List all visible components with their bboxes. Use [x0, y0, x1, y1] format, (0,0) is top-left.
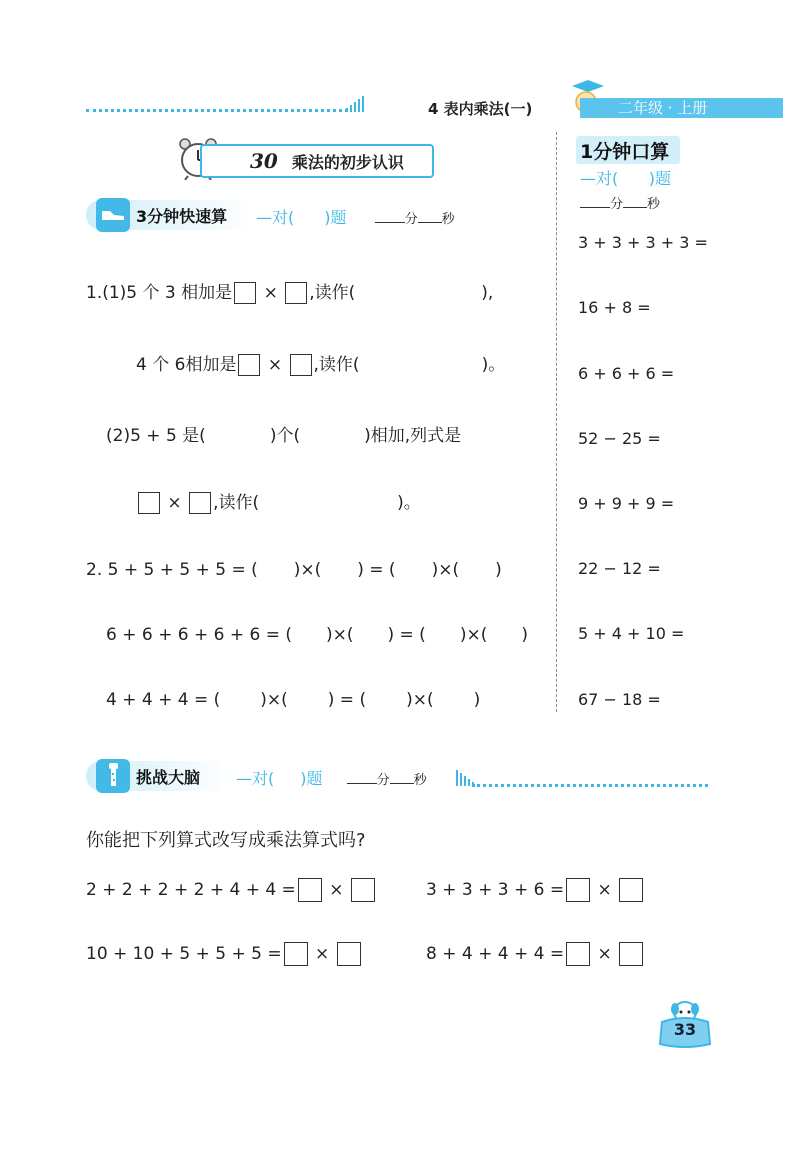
chapter-title: 4 表内乘法(一) — [428, 100, 533, 118]
oral-item: 5 + 4 + 10 = — [578, 624, 685, 643]
oral-pairs: —对( )题 — [580, 169, 672, 188]
answer-box[interactable] — [351, 878, 375, 902]
q1-part2-line1: (2)5 + 5 是( )个( )相加,列式是 — [106, 426, 462, 446]
challenge-item: 2 + 2 + 2 + 2 + 4 + 4 = × — [86, 878, 377, 902]
oral-item: 22 − 12 = — [578, 559, 661, 578]
header-bars-decoration — [346, 96, 364, 112]
answer-box[interactable] — [138, 492, 160, 514]
q1-part1-line2: 4 个 6相加是 × ,读作( )。 — [136, 355, 506, 375]
oral-item: 67 − 18 = — [578, 690, 661, 709]
answer-box[interactable] — [298, 878, 322, 902]
q2-row2: 6 + 6 + 6 + 6 + 6 = ( )×( ) = ( )×( ) — [106, 625, 528, 645]
q1-part2-line2: × ,读作( )。 — [136, 488, 421, 514]
answer-box[interactable] — [284, 942, 308, 966]
grade-label: 二年级 · 上册 — [580, 98, 783, 118]
lesson-number: 30 — [250, 149, 278, 173]
answer-box[interactable] — [619, 942, 643, 966]
answer-box[interactable] — [566, 942, 590, 966]
lesson-title-box — [200, 144, 434, 178]
answer-box[interactable] — [619, 878, 643, 902]
answer-box[interactable] — [238, 354, 260, 376]
oral-item: 3 + 3 + 3 + 3 = — [578, 233, 708, 252]
q1-part1-line1: 1.(1)5 个 3 相加是 × ,读作( ), — [86, 283, 494, 303]
q2-row1: 2. 5 + 5 + 5 + 5 = ( )×( ) = ( )×( ) — [86, 560, 502, 580]
oral-title: 1分钟口算 — [580, 141, 670, 163]
oral-item: 6 + 6 + 6 = — [578, 364, 675, 383]
oral-item: 16 + 8 = — [578, 298, 651, 317]
answer-box[interactable] — [285, 282, 307, 304]
oral-time: 分 秒 — [580, 193, 660, 212]
oral-item: 9 + 9 + 9 = — [578, 494, 675, 513]
column-divider — [556, 132, 557, 712]
sneaker-icon — [96, 198, 130, 232]
oral-item: 52 − 25 = — [578, 429, 661, 448]
answer-box[interactable] — [189, 492, 211, 514]
challenge-section-label: 挑战大脑 — [86, 761, 232, 791]
header-dotted-line — [86, 109, 348, 112]
challenge-item: 3 + 3 + 3 + 6 = × — [426, 878, 645, 902]
answer-box[interactable] — [290, 354, 312, 376]
challenge-item: 8 + 4 + 4 + 4 = × — [426, 942, 645, 966]
answer-box[interactable] — [566, 878, 590, 902]
challenge-pairs: —对( )题 分 秒 — [236, 769, 427, 788]
q2-row3: 4 + 4 + 4 = ( )×( ) = ( )×( ) — [106, 690, 481, 710]
challenge-dotted-line — [472, 784, 708, 787]
quick-calc-pairs: —对( )题 分 秒 — [256, 208, 455, 227]
challenge-prompt: 你能把下列算式改写成乘法算式吗? — [86, 830, 366, 851]
page-number: 33 — [673, 1020, 697, 1039]
lesson-title: 乘法的初步认识 — [291, 152, 404, 172]
quick-calc-section-label: 3分钟快速算 — [86, 200, 252, 230]
giraffe-icon — [96, 759, 130, 793]
answer-box[interactable] — [337, 942, 361, 966]
challenge-item: 10 + 10 + 5 + 5 + 5 = × — [86, 942, 363, 966]
answer-box[interactable] — [234, 282, 256, 304]
